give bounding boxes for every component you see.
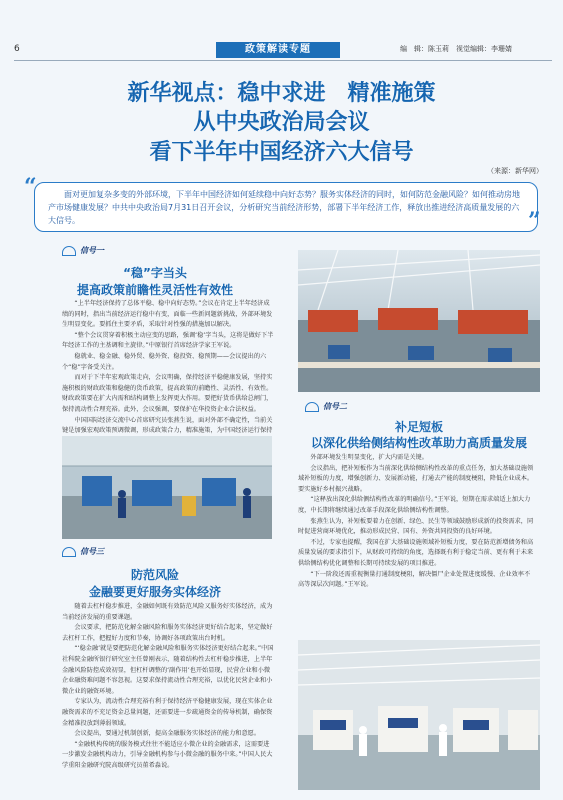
signal-3-head-2: 金融要更好服务实体经济	[88, 585, 221, 599]
signal-tag-2	[305, 401, 347, 415]
headline-line-2: 从中央政治局会议	[193, 110, 370, 135]
paragraph: 会议要求，把防范化解金融风险和服务实体经济更好结合起来，坚定做好去杠杆工作，把握好力度和节奏，协调好各项政策出台时机。	[62, 624, 273, 642]
paragraph: “整个会议贯穿着积极主动应变的思路，强调‘稳’字当头，这将是做好下半年经济工作的主基调和主旋律。”中原银行首席经济学家王军说。	[62, 331, 274, 350]
signal-2-head-1: 补足短板	[394, 420, 443, 434]
signal-tag-label: 信号三	[80, 547, 104, 556]
paragraph: 专家认为，流动性合理充裕有利于保持经济平稳健康发展，现在实体企业融资需求的不充足资金总量问题，还需要进一步疏通资金的传导机制，确保资金精准投放到薄弱领域。	[62, 698, 273, 727]
signal-1-head-1: “稳”字当头	[123, 266, 187, 280]
paragraph: 会议指出，把补短板作为当前深化供给侧结构性改革的重点任务，加大基础设施领域补短板的力度，增强创新力、发展新动能，打通去产能的制度梗阻，降低企业成本。要实施好乡村振兴战略。	[298, 464, 534, 493]
paragraph: 外部环境发生明显变化，扩大内需是关键。	[310, 454, 428, 461]
signal-tag-3	[62, 546, 104, 560]
paragraph: “‘稳金融’就是要把防范化解金融风险和服务实体经济更好结合起来。”中国社科院金融所银行研究室主任曾刚表示，随着结构性去杠杆稳步推进，上半年金融风险防控成效初显，但杠杆调整的‘副作用’也开始显现，民营企业和小微企业融资难问题不容忽视。这要求保持流动性合理充裕，以优化民营企业和小微企业的融资环境。	[62, 645, 274, 695]
section-title: 政策解读专题	[216, 42, 340, 58]
intro-text: 面对更加复杂多变的外部环境，下半年中国经济如何延续稳中向好态势？服务实体经济的同时，如何防范金融风险？如何推动房地产市场健康发展？中共中央政治局7月31日召开会议，分析研究当前经济形势，部署下半年经济工作，释放出推进经济高质量发展的六大信号。	[48, 190, 520, 225]
signal-2-head-2: 以深化供给侧结构性改革助力高质量发展	[310, 436, 527, 450]
paragraph: 不过，专家也提醒，我国在扩大基础设施领域补短板力度，要在防范新增债务和高质量发展的要求指引下，从财政可持续的角度，选择既有利于稳定当前、更有利于未来供给侧结构优化调整和长期可持续发展的项目推进。	[298, 538, 534, 567]
factory-photo-1	[298, 250, 540, 392]
paragraph: 稳就业、稳金融、稳外贸、稳外资、稳投资、稳预期——会议提出的六个“稳”字备受关注。	[62, 352, 267, 371]
signal-1-head-2: 提高政策前瞻性灵活性有效性	[76, 283, 233, 297]
signal-deco-icon	[62, 246, 76, 256]
page-number: 6	[14, 44, 20, 54]
editor-credits: 编 辑：陈玉莉 视觉编辑：李珊婧	[400, 45, 512, 53]
signal-tag-label: 信号一	[80, 246, 104, 255]
signal-3-body	[62, 602, 274, 772]
signal-1-body	[62, 299, 274, 447]
signal-2-body	[298, 453, 536, 591]
header-divider	[14, 60, 552, 61]
signal-tag-label: 信号二	[323, 402, 347, 411]
factory-photo-3	[298, 640, 540, 790]
signal-3-head-1: 防范风险	[130, 568, 179, 582]
paragraph: 而对于下半年宏观政策走向，会议明确，保持经济平稳健康发展，坚持实施积极的财政政策和稳健的货币政策，提高政策的前瞻性、灵活性、有效性。财政政策要在扩大内需和结构调整上发挥更大作用。要把好货币供给总闸门，保持流动性合理充裕。此外，会议强调，要保护在华投资企业合法权益。	[62, 374, 273, 413]
quote-open-icon: “	[24, 174, 37, 200]
headline-line-3: 看下半年中国经济六大信号	[149, 140, 414, 165]
signal-deco-icon	[305, 402, 319, 412]
paragraph: “上半年经济保持了总体平稳、稳中向好态势。”会议在肯定上半年经济成绩的同时，指出当前经济运行稳中有变，面临一些新问题新挑战，外部环境发生明显变化。要抓住主要矛盾，采取针对性强的措施加以解决。	[62, 300, 273, 329]
factory-photo-2	[62, 436, 272, 539]
signal-deco-icon	[62, 547, 76, 557]
paragraph: 张燕生认为，补短板要着力在创新、绿色、民生等领域鼓励形成新的投资需求，同时促进营商环境优化，推动形成民营、国有、外资共同投资的良好环境。	[298, 517, 534, 536]
paragraph: “下一阶段还需重视衡量打通制度梗阻，解决僵尸企业处置进度缓慢、企业效率不高等深层次问题。”王军说。	[298, 570, 531, 589]
paragraph: “这释放出深化供给侧结构性改革的明确信号。”王军说，短期在需求端适上加大力度，中长期将继续通过改革手段深化供给侧结构性调整。	[298, 496, 531, 514]
paragraph: 中国国际经济交流中心首席研究员张燕生说，面对外部不确定性，当前关键是加强宏观政策预调微调，形成政策合力，精准施策，为中国经济运行保持	[62, 416, 273, 435]
paragraph: “金融机构传统的服务模式往往不能适应小微企业的金融需求，这需要进一步激发金融机构动力，引导金融机构参与小微金融的服务中来。”中国人民大学重阳金融研究院高级研究员董希淼说。	[62, 740, 273, 769]
source-credit: （来源：新华网）	[487, 167, 543, 175]
paragraph: 会议提出，要通过机制创新，提高金融服务实体经济的能力和意愿。	[74, 730, 261, 738]
headline-line-1: 新华视点：稳中求进 精准施策	[127, 81, 436, 106]
paragraph: 随着去杠杆稳步推进，金融如何既有效防范风险又服务好实体经济，成为当前经济发展的重要课题。	[62, 603, 273, 621]
signal-tag-1	[62, 245, 104, 259]
quote-close-icon: ”	[528, 208, 541, 234]
